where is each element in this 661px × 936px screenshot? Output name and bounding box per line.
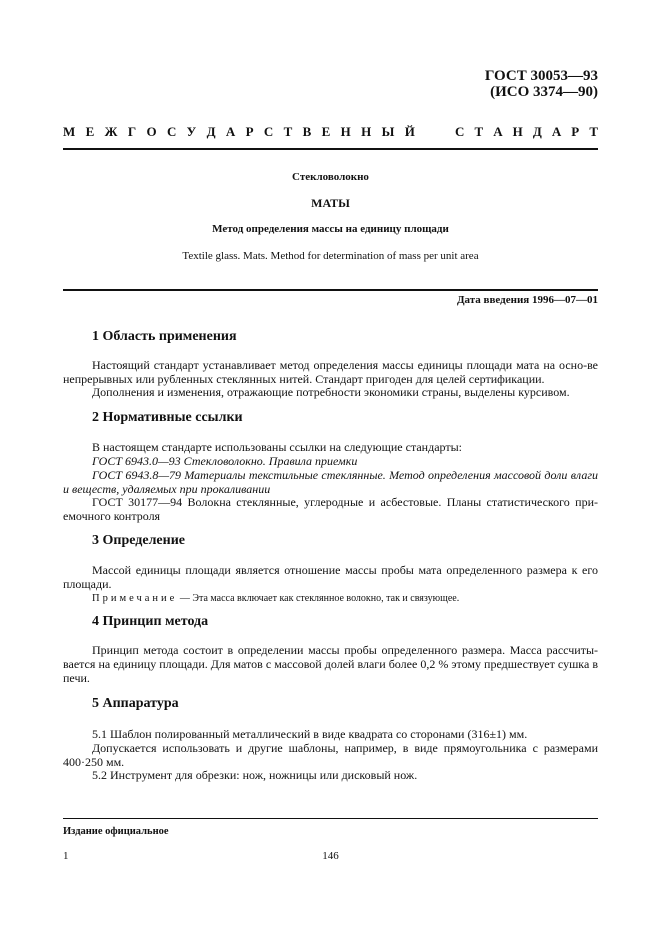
material-title: Стекловолокно bbox=[292, 171, 369, 183]
section-5-item-2: 5.2 Инструмент для обрезки: нож, ножницы или дисковый нож. bbox=[92, 768, 418, 782]
left-page-marker: 1 bbox=[63, 850, 69, 862]
reference-gost-6943-0: ГОСТ 6943.0—93 Стекловолокно. Правила приемки bbox=[92, 454, 358, 468]
banner-letter: Н bbox=[512, 124, 523, 139]
banner-letter: У bbox=[186, 124, 197, 139]
reference-gost-30177: ГОСТ 30177—94 Волокна стеклянные, углеродные и асбестовые. Планы статистического при-емочного контроля bbox=[63, 495, 598, 523]
banner-letter: Д bbox=[206, 124, 216, 139]
english-title: Textile glass. Mats. Method for determination of mass per unit area bbox=[182, 250, 479, 262]
banner-letter: Г bbox=[127, 124, 137, 139]
section-4-heading: 4 Принцип метода bbox=[92, 614, 209, 629]
section-5-alternative: Допускается использовать и другие шаблоны, например, в виде прямоугольника с размерами 400·250 мм. bbox=[63, 741, 598, 769]
banner-letter: Ж bbox=[104, 124, 118, 139]
title-rule bbox=[63, 289, 598, 291]
section-2-intro: В настоящем стандарте использованы ссылки на следующие стандарты: bbox=[92, 440, 463, 454]
banner-letter: Т bbox=[474, 124, 484, 139]
banner-word-interstate bbox=[63, 124, 415, 140]
top-rule bbox=[63, 148, 598, 150]
banner-letter: М bbox=[63, 124, 76, 139]
section-3-heading: 3 Определение bbox=[92, 533, 185, 548]
banner-letter: О bbox=[146, 124, 157, 139]
introduction-date: Дата введения 1996—07—01 bbox=[456, 294, 598, 306]
edition-label: Издание официальное bbox=[63, 826, 169, 837]
product-title: МАТЫ bbox=[311, 196, 350, 210]
section-1-note: Дополнения и изменения, отражающие потребности экономики страны, выделены курсивом. bbox=[92, 385, 570, 399]
section-1-heading: 1 Область применения bbox=[92, 329, 237, 344]
standard-banner bbox=[63, 124, 598, 140]
banner-letter: С bbox=[263, 124, 274, 139]
iso-number: (ИСО 3374—90) bbox=[490, 84, 598, 100]
banner-letter: А bbox=[225, 124, 236, 139]
section-3-note bbox=[63, 590, 598, 606]
banner-letter: Е bbox=[321, 124, 331, 139]
banner-letter: Д bbox=[532, 124, 542, 139]
section-2-heading: 2 Нормативные ссылки bbox=[92, 410, 243, 425]
banner-letter: Р bbox=[571, 124, 580, 139]
banner-letter: А bbox=[493, 124, 503, 139]
banner-letter: Т bbox=[589, 124, 598, 139]
banner-letter: Р bbox=[245, 124, 254, 139]
banner-letter: В bbox=[302, 124, 312, 139]
section-3-paragraph: Массой единицы площади является отношение массы пробы мата определенного размера к его площади. bbox=[63, 563, 598, 591]
page-number: 146 bbox=[322, 850, 339, 862]
banner-letter: С bbox=[166, 124, 177, 139]
note-text: — Эта масса включает как стеклянное волокно, так и связующее. bbox=[177, 593, 460, 604]
banner-letter: Н bbox=[361, 124, 372, 139]
section-5-item-1: 5.1 Шаблон полированный металлический в виде квадрата со сторонами (316±1) мм. bbox=[92, 727, 528, 741]
gost-number: ГОСТ 30053—93 bbox=[484, 68, 598, 84]
section-4-paragraph: Принцип метода состоит в определении массы пробы определенного размера. Масса рассчиты-вается на единицу площади. Для матов с массовой долей влаги более 0,2 % этому предшествует сушка в печи. bbox=[63, 643, 598, 685]
method-title: Метод определения массы на единицу площади bbox=[212, 223, 449, 235]
section-5-heading: 5 Аппаратура bbox=[92, 696, 179, 711]
banner-letter: А bbox=[551, 124, 562, 139]
banner-letter: Н bbox=[340, 124, 351, 139]
section-1-paragraph: Настоящий стандарт устанавливает метод определения массы единицы площади мата на осно-ве непрерывных или рубленных стеклянных нитей. Стандарт пригоден для целей сертификации. bbox=[63, 358, 598, 386]
banner-word-standard bbox=[455, 124, 598, 140]
standard-number bbox=[485, 68, 598, 100]
footer-rule bbox=[63, 818, 598, 819]
reference-gost-6943-8: ГОСТ 6943.8—79 Материалы текстильные стеклянные. Метод определения массовой доли влаги и веществ, удаляемых при прокаливании bbox=[63, 468, 598, 496]
banner-letter: С bbox=[455, 124, 465, 139]
banner-letter: Й bbox=[404, 124, 415, 139]
banner-letter: Ы bbox=[381, 124, 395, 139]
banner-letter: Е bbox=[85, 124, 95, 139]
note-label: Примечание bbox=[92, 593, 178, 604]
banner-letter: Т bbox=[283, 124, 293, 139]
